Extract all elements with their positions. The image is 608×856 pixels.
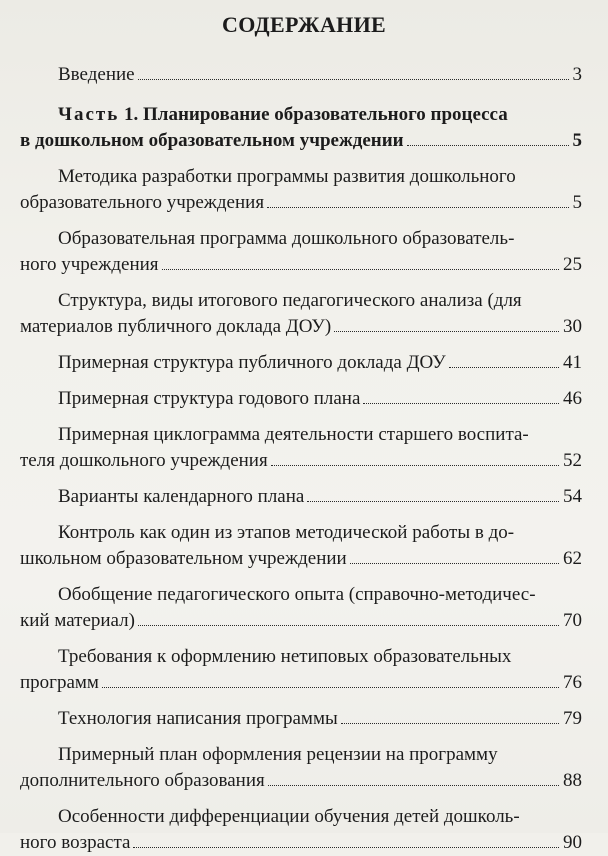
toc-entry-title: Примерная структура публичного доклада ДОУ xyxy=(58,352,446,373)
dot-leader xyxy=(334,331,559,332)
page-title: СОДЕРЖАНИЕ xyxy=(222,12,386,37)
toc-entry-title-line1: Методика разработки программы развития дошкольного xyxy=(58,166,516,187)
toc-entry-pedagogical-analysis[interactable] xyxy=(20,288,582,340)
dot-leader xyxy=(271,465,559,466)
toc-page-number: 88 xyxy=(563,770,582,791)
toc-entry-title-line2: ного возраста xyxy=(20,832,131,853)
toc-entry-introduction[interactable] xyxy=(20,62,582,88)
toc-page-number: 3 xyxy=(572,64,582,85)
dot-leader xyxy=(407,145,569,146)
toc-entry-title-line1: 1. Планирование образовательного процесса xyxy=(124,104,508,125)
toc-entry-title-line1: Структура, виды итогового педагогического анализа (для xyxy=(58,290,522,311)
dot-leader xyxy=(138,79,569,80)
toc-entry-program-writing-technology[interactable] xyxy=(20,706,582,732)
toc-entry-development-program-method[interactable] xyxy=(20,164,582,216)
toc-entry-title-line2: программ xyxy=(20,672,99,693)
dot-leader xyxy=(267,207,568,208)
dot-leader xyxy=(102,687,559,688)
toc-entry-educational-program[interactable] xyxy=(20,226,582,278)
dot-leader xyxy=(162,269,559,270)
toc-page-number: 5 xyxy=(572,130,582,151)
toc-entry-senior-educator-cyclogram[interactable] xyxy=(20,422,582,474)
dot-leader xyxy=(133,847,559,848)
toc-entry-title-line2: дополнительного образования xyxy=(20,770,265,791)
toc-entry-title-line1: Обобщение педагогического опыта (справочно-методичес- xyxy=(58,584,536,605)
toc-page-number: 76 xyxy=(563,672,582,693)
toc-page-number: 90 xyxy=(563,832,582,853)
toc-page-number: 25 xyxy=(563,254,582,275)
toc-entry-title-line1: Примерная циклограмма деятельности старшего воспита- xyxy=(58,424,529,445)
dot-leader xyxy=(350,563,559,564)
toc-entry-title-line2: ного учреждения xyxy=(20,254,159,275)
dot-leader xyxy=(268,785,559,786)
part-prefix: Часть xyxy=(58,104,120,125)
toc-entry-pedagogical-experience[interactable] xyxy=(20,582,582,634)
toc-entry-title-line2: теля дошкольного учреждения xyxy=(20,450,268,471)
toc-entry-title-line2: материалов публичного доклада ДОУ) xyxy=(20,316,332,337)
toc-entry-title-line2: школьном образовательном учреждении xyxy=(20,548,347,569)
toc-entry-part-1[interactable] xyxy=(20,102,582,154)
dot-leader xyxy=(138,625,559,626)
toc-entry-title-line1: Примерный план оформления рецензии на программу xyxy=(58,744,498,765)
toc-entry-annual-plan-structure[interactable] xyxy=(20,386,582,412)
toc-entry-calendar-plan-variants[interactable] xyxy=(20,484,582,510)
dot-leader xyxy=(363,403,559,404)
toc-page-number: 41 xyxy=(563,352,582,373)
toc-entry-title: Примерная структура годового плана xyxy=(58,388,361,409)
dot-leader xyxy=(449,367,559,368)
toc-entry-title-line2: в дошкольном образовательном учреждении xyxy=(20,130,404,151)
toc-page-number: 52 xyxy=(563,450,582,471)
toc-entry-review-plan[interactable] xyxy=(20,742,582,794)
toc-entry-title: Технология написания программы xyxy=(58,708,338,729)
toc-entry-nonstandard-programs-requirements[interactable] xyxy=(20,644,582,696)
toc-page-number: 46 xyxy=(563,388,582,409)
dot-leader xyxy=(341,723,559,724)
toc-page-number: 54 xyxy=(563,486,582,507)
toc-entry-title-line1: Особенности дифференциации обучения детей дошколь- xyxy=(58,806,520,827)
toc-entry-title-line1: Контроль как один из этапов методической работы в до- xyxy=(58,522,515,543)
toc-entry-title: Варианты календарного плана xyxy=(58,486,305,507)
toc-page-number: 30 xyxy=(563,316,582,337)
toc-page-number: 79 xyxy=(563,708,582,729)
toc-entry-differentiation-features[interactable] xyxy=(20,804,582,856)
toc-entry-title-line2: образовательного учреждения xyxy=(20,192,265,213)
toc-entry-title-line1: Требования к оформлению нетиповых образовательных xyxy=(58,646,512,667)
toc-entry-control-methodical-work[interactable] xyxy=(20,520,582,572)
toc-entry-title-line2: кий материал) xyxy=(20,610,135,631)
toc-entry-public-report-structure[interactable] xyxy=(20,350,582,376)
toc-page-number: 5 xyxy=(572,192,582,213)
dot-leader xyxy=(307,501,559,502)
toc-entry-title-line1: Образовательная программа дошкольного образователь- xyxy=(58,228,515,249)
toc-entry-title: Введение xyxy=(58,64,135,85)
toc-page-number: 70 xyxy=(563,610,582,631)
toc-page-number: 62 xyxy=(563,548,582,569)
table-of-contents xyxy=(20,62,582,856)
